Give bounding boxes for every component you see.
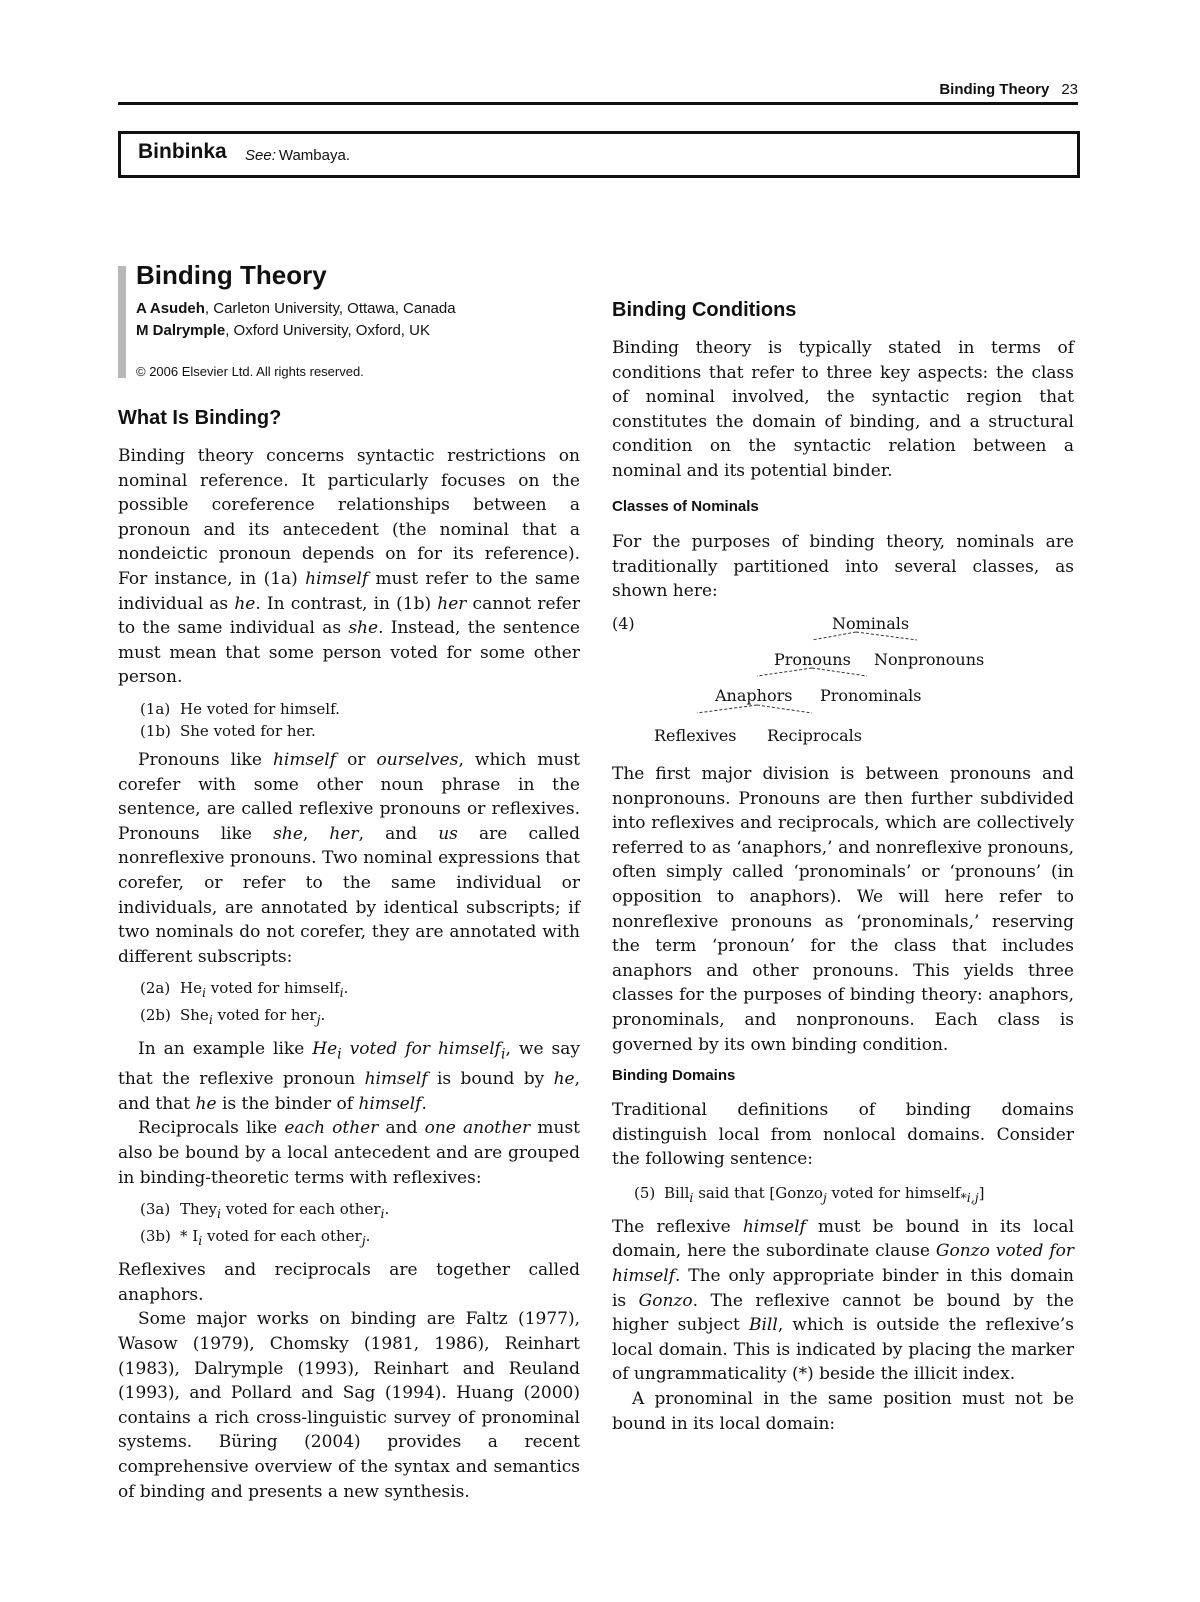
right-column-classes	[612, 530, 1074, 604]
author-line-1	[136, 300, 456, 317]
tree-node: Pronouns	[774, 650, 851, 669]
left-column	[118, 444, 580, 1504]
tree-node: Reciprocals	[767, 726, 862, 745]
tree-node-root: Nominals	[832, 614, 910, 633]
paragraph: For the purposes of binding theory, nominals are traditionally partitioned into several classes, as shown here:	[612, 532, 1074, 602]
xref-see-label: See:	[245, 147, 276, 164]
tree-node: Reflexives	[654, 726, 737, 745]
example-3	[118, 1198, 580, 1252]
section-heading-binding-conditions: Binding Conditions	[612, 299, 797, 321]
paragraph: Traditional definitions of binding domains distinguish local from nonlocal domains. Consider the following sentence:	[612, 1100, 1074, 1170]
author-name: M Dalrymple	[136, 322, 226, 339]
paragraph: The first major division is between pronouns and nonpronouns. Pronouns are then further subdivided into reflexives and reciprocals, which are collectively referred to as ‘anaphors,’ and nonreflexive pronouns, often simply called ‘pronominals’ or ‘pronouns’ (in opposition to anaphors). We will here refer to nonreflexive pronouns as ‘pronominals,’ reserving the term ‘pronoun’ for the class that includes anaphors and other pronouns. This yields three classes for the purposes of binding theory: anaphors, pronominals, and nonpronouns. Each class is governed by its own binding condition.	[612, 764, 1074, 1055]
right-column-division	[612, 762, 1074, 1057]
author-name: A Asudeh	[136, 300, 205, 317]
tree-node: Nonpronouns	[874, 650, 985, 669]
cross-reference-box	[118, 131, 1080, 178]
copyright-notice: © 2006 Elsevier Ltd. All rights reserved.	[136, 364, 364, 379]
xref-see	[245, 147, 350, 164]
paragraph: Binding theory is typically stated in terms of conditions that refer to three key aspects: the class of nominal involved, the syntactic region that constitutes the domain of binding, and a structural condition on the syntactic relation between a nominal and its potential binder.	[612, 338, 1074, 481]
running-head-title: Binding Theory	[939, 81, 1050, 98]
author-line-2	[136, 322, 430, 339]
paragraph: Pronouns like himself or ourselves, which must corefer with some other noun phrase in the sentence, are called reflexive pronouns or reflexives. Pronouns like she, her, and us are called nonreflexive pronouns. Two nominal expressions that corefer, or refer to the same individual or individuals, are annotated by identical subscripts; if two nominals do not corefer, they are annotated with different subscripts:	[118, 749, 581, 967]
xref-target[interactable]: Wambaya.	[278, 147, 350, 164]
example-line: (1b) She voted for her.	[140, 721, 316, 740]
nominals-tree-diagram	[612, 610, 1074, 760]
subheading-classes-of-nominals: Classes of Nominals	[612, 498, 759, 515]
right-column-top	[612, 336, 1074, 484]
example-2	[118, 977, 580, 1031]
paragraph: Some major works on binding are Faltz (1977), Wasow (1979), Chomsky (1981, 1986), Reinhart (1983), Dalrymple (1993), Reinhart and Reuland (1993), and Pollard and Sag (1994). Huang (2000) contains a rich cross-linguistic survey of pronominal systems. Büring (2004) provides a recent comprehensive overview of the syntax and semantics of binding and presents a new synthesis.	[118, 1309, 580, 1502]
paragraph: Reflexives and reciprocals are together called anaphors.	[118, 1260, 580, 1305]
author-affiliation: , Carleton University, Ottawa, Canada	[204, 300, 456, 317]
tree-example-label: (4)	[612, 614, 635, 633]
section-heading-what-is-binding: What Is Binding?	[118, 407, 282, 429]
paragraph: A pronominal in the same position must not be bound in its local domain:	[612, 1388, 1074, 1434]
paragraph: The reflexive himself must be bound in its local domain, here the subordinate clause Gonzo voted for himself. The only appropriate binder in this domain is Gonzo. The reflexive cannot be bound by the higher subject Bill, which is outside the reflexive’s local domain. This is indicated by placing the marker of ungrammaticality (*) beside the illicit index.	[612, 1216, 1075, 1385]
example-line: (5) Bill$_i$ said that [Gonzo$_j$ voted for himself$_{*i,j}$]	[634, 1183, 985, 1205]
example-1	[118, 698, 580, 742]
example-line: (3a) They$_i$ voted for each other$_i$.	[140, 1200, 390, 1222]
right-column-domains	[612, 1098, 1074, 1436]
xref-headword: Binbinka	[138, 140, 227, 163]
paragraph: Reciprocals like each other and one another must also be bound by a local antecedent and are grouped in binding-theoretic terms with reflexives:	[118, 1118, 580, 1188]
article-title: Binding Theory	[136, 260, 327, 290]
paragraph: In an example like $He_i$ voted for himself$_i$, we say that the reflexive pronoun himself is bound by he, and that he is the binder of himself.	[118, 1039, 580, 1114]
running-head	[118, 81, 1078, 98]
example-5	[612, 1182, 1074, 1209]
subheading-binding-domains: Binding Domains	[612, 1067, 736, 1084]
page-number: 23	[1061, 81, 1078, 98]
author-affiliation: , Oxford University, Oxford, UK	[225, 322, 430, 339]
paragraph: Binding theory concerns syntactic restrictions on nominal reference. It particularly focuses on the possible coreference relationships between a pronoun and its antecedent (the nominal that a nondeictic pronoun depends on for its reference). For instance, in (1a) himself must refer to the same individual as he. In contrast, in (1b) her cannot refer to the same individual as she. Instead, the sentence must mean that some person voted for some other person.	[118, 446, 580, 688]
title-bar-decoration	[118, 266, 126, 378]
example-line: (2a) $He_i$ voted for himself$_i$.	[140, 979, 349, 1001]
header-rule	[118, 102, 1078, 105]
example-line: (2b) She$_i$ voted for her$_j$.	[140, 1006, 326, 1028]
tree-node: Anaphors	[715, 686, 793, 705]
tree-node: Pronominals	[820, 686, 922, 705]
example-line: (1a) He voted for himself.	[140, 699, 340, 718]
example-line: $(3b) * I_i$ voted for each other$_j$.	[140, 1227, 371, 1249]
